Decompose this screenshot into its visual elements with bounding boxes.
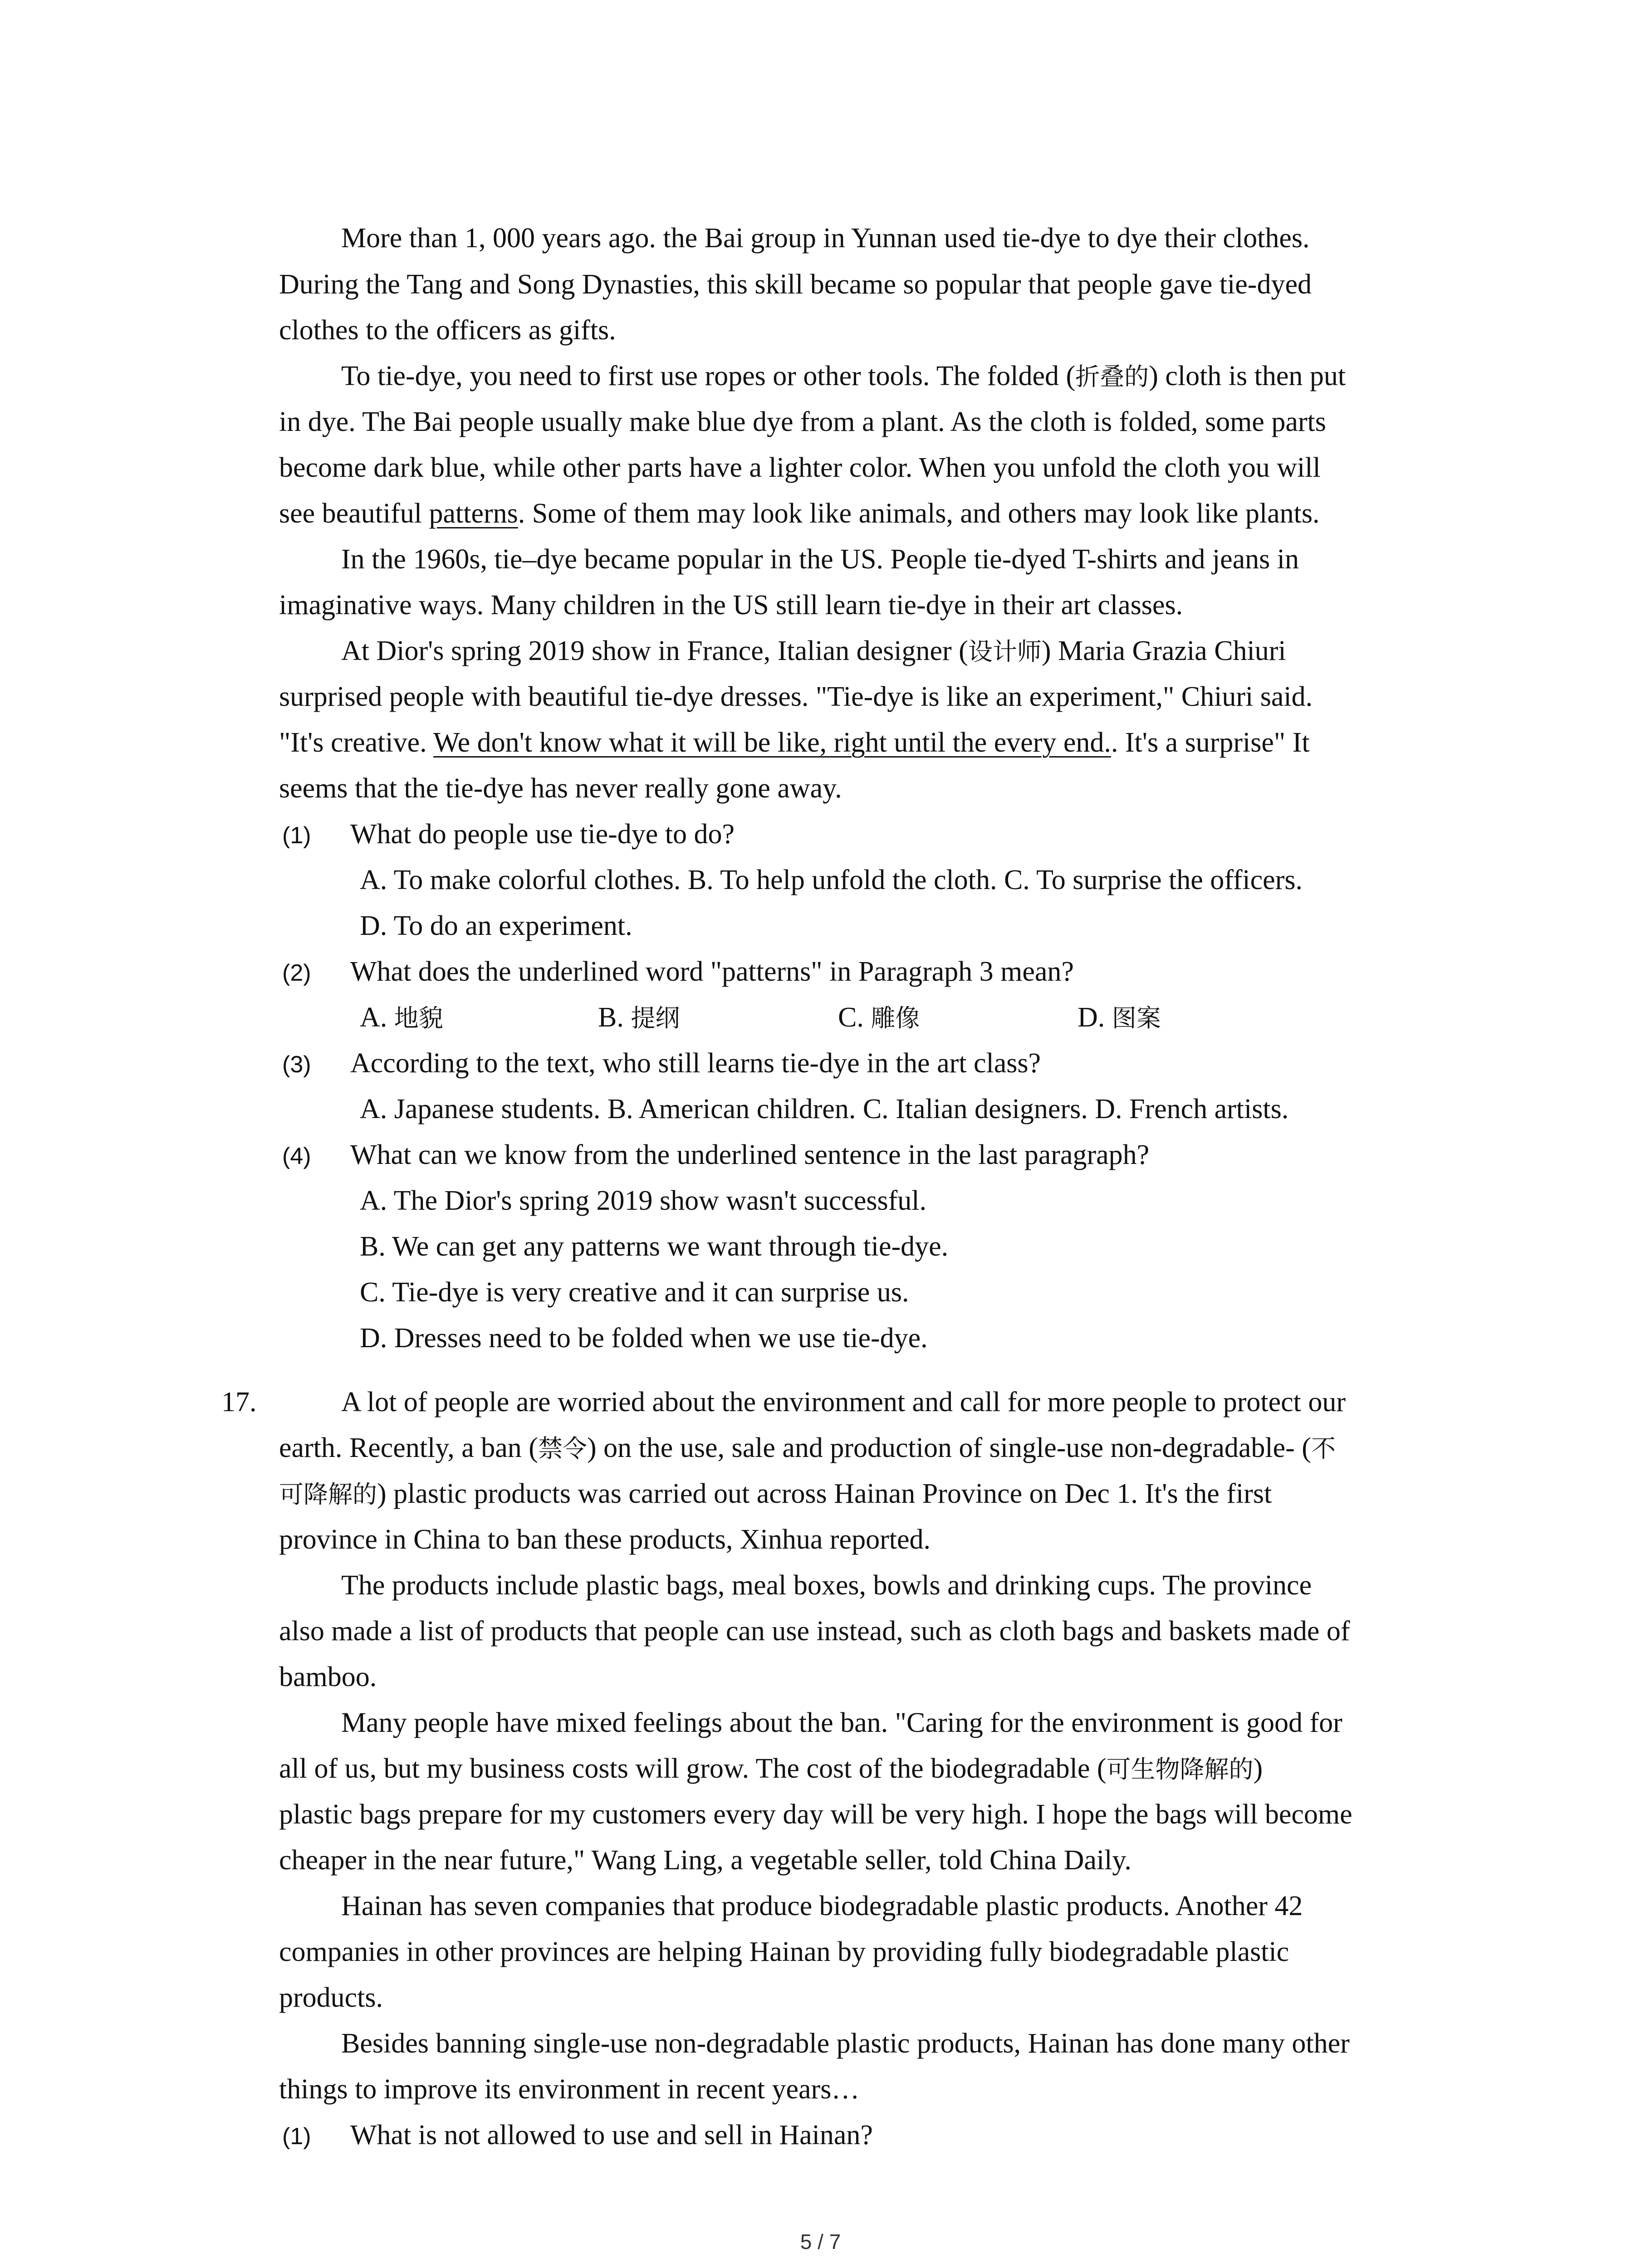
cn-gloss-folded: 折叠的 — [1075, 362, 1149, 391]
option-a: A. 地貌 — [360, 1002, 443, 1033]
question-number: (1) — [282, 2123, 311, 2150]
option-c: C. Tie-dye is very creative and it can surprise us. — [360, 1277, 909, 1308]
question-text: According to the text, who still learns tie-dye in the art class? — [350, 1048, 1041, 1079]
p17-para5-line2: things to improve its environment in recent years… — [279, 2074, 860, 2105]
option-d: D. 图案 — [1078, 1002, 1161, 1033]
option-b: B. 提纲 — [598, 1002, 680, 1033]
p16-para3-line1: In the 1960s, tie–dye became popular in the US. People tie-dyed T-shirts and jeans in — [341, 544, 1299, 575]
question-options: D. To do an experiment. — [360, 910, 632, 941]
p17-para1-line3: 可降解的) plastic products was carried out across Hainan Province on Dec 1. It's the first — [279, 1478, 1272, 1509]
page-number: 5 / 7 — [800, 2230, 841, 2253]
p16-para1-line3: clothes to the officers as gifts. — [279, 315, 616, 346]
cn-gloss-designer: 设计师 — [968, 637, 1042, 666]
option-c: C. 雕像 — [838, 1002, 920, 1033]
cn-gloss-non-degradable-end: 可降解的 — [279, 1480, 377, 1509]
question-text: What can we know from the underlined sentence in the last paragraph? — [350, 1139, 1150, 1170]
question-number-17: 17. — [221, 1387, 257, 1418]
p17-para2-line2: also made a list of products that people can use instead, such as cloth bags and baskets made of — [279, 1616, 1350, 1647]
p16-para2-line3: become dark blue, while other parts have a lighter color. When you unfold the cloth you will — [279, 452, 1321, 483]
option-a: A. The Dior's spring 2019 show wasn't successful. — [360, 1185, 927, 1216]
p16-para2-line2: in dye. The Bai people usually make blue dye from a plant. As the cloth is folded, some parts — [279, 406, 1326, 437]
question-options: A. Japanese students. B. American children. C. Italian designers. D. French artists. — [360, 1094, 1289, 1124]
p16-para4-line1: At Dior's spring 2019 show in France, Italian designer (设计师) Maria Grazia Chiuri — [341, 635, 1286, 666]
cn-gloss-biodegradable: 可生物降解的 — [1106, 1755, 1254, 1784]
question-number: (3) — [282, 1051, 311, 1078]
underlined-sentence: We don't know what it will be like, right until the every end. — [433, 727, 1111, 758]
p17-para5-line1: Besides banning single-use non-degradable plastic products, Hainan has done many other — [341, 2028, 1350, 2059]
p17-para2-line1: The products include plastic bags, meal boxes, bowls and drinking cups. The province — [341, 1570, 1312, 1601]
p16-para4-line4: seems that the tie-dye has never really gone away. — [279, 773, 842, 804]
question-text: What is not allowed to use and sell in Hainan? — [350, 2120, 873, 2151]
option-b: B. We can get any patterns we want through tie-dye. — [360, 1231, 949, 1262]
p16-para3-line2: imaginative ways. Many children in the US still learn tie-dye in their art classes. — [279, 590, 1183, 621]
option-d: D. Dresses need to be folded when we use tie-dye. — [360, 1323, 928, 1354]
p17-para3-line2: all of us, but my business costs will grow. The cost of the biodegradable (可生物降解的) — [279, 1753, 1263, 1784]
p16-para2-line4: see beautiful patterns. Some of them may look like animals, and others may look like plants. — [279, 498, 1320, 529]
p17-para1-line2: earth. Recently, a ban (禁令) on the use, sale and production of single-use non-degradable- (不 — [279, 1432, 1336, 1463]
p16-para4-line2: surprised people with beautiful tie-dye dresses. "Tie-dye is like an experiment," Chiuri said. — [279, 681, 1313, 712]
p16-para1-line1: More than 1, 000 years ago. the Bai group in Yunnan used tie-dye to dye their clothes. — [341, 223, 1310, 254]
p17-para4-line1: Hainan has seven companies that produce biodegradable plastic products. Another 42 — [341, 1891, 1303, 1921]
p16-para2-line1: To tie-dye, you need to first use ropes or other tools. The folded (折叠的) cloth is then put — [341, 361, 1346, 391]
p17-para3-line3: plastic bags prepare for my customers every day will be very high. I hope the bags will become — [279, 1799, 1352, 1830]
p16-para4-line3: "It's creative. We don't know what it will be like, right until the every end.. It's a surprise" It — [279, 727, 1310, 758]
p17-para4-line3: products. — [279, 1982, 383, 2013]
p17-para1-line1: A lot of people are worried about the environment and call for more people to protect our — [341, 1387, 1346, 1418]
question-text: What does the underlined word "patterns" in Paragraph 3 mean? — [350, 956, 1074, 987]
cn-gloss-ban: 禁令 — [538, 1434, 587, 1463]
question-text: What do people use tie-dye to do? — [350, 819, 735, 850]
p17-para3-line4: cheaper in the near future," Wang Ling, a vegetable seller, told China Daily. — [279, 1845, 1132, 1876]
p17-para2-line3: bamboo. — [279, 1662, 377, 1692]
p16-para1-line2: During the Tang and Song Dynasties, this skill became so popular that people gave tie-dyed — [279, 269, 1312, 300]
p17-para3-line1: Many people have mixed feelings about the ban. "Caring for the environment is good for — [341, 1707, 1342, 1738]
p17-para4-line2: companies in other provinces are helping Hainan by providing fully biodegradable plastic — [279, 1936, 1289, 1967]
question-options: A. To make colorful clothes. B. To help unfold the cloth. C. To surprise the officers. — [360, 865, 1303, 895]
p17-para1-line4: province in China to ban these products, Xinhua reported. — [279, 1524, 931, 1555]
underlined-word-patterns: patterns — [429, 498, 518, 529]
question-number: (4) — [282, 1143, 311, 1169]
cn-gloss-non-degradable-start: 不 — [1311, 1434, 1336, 1463]
question-number: (1) — [282, 822, 311, 849]
question-number: (2) — [282, 960, 311, 986]
